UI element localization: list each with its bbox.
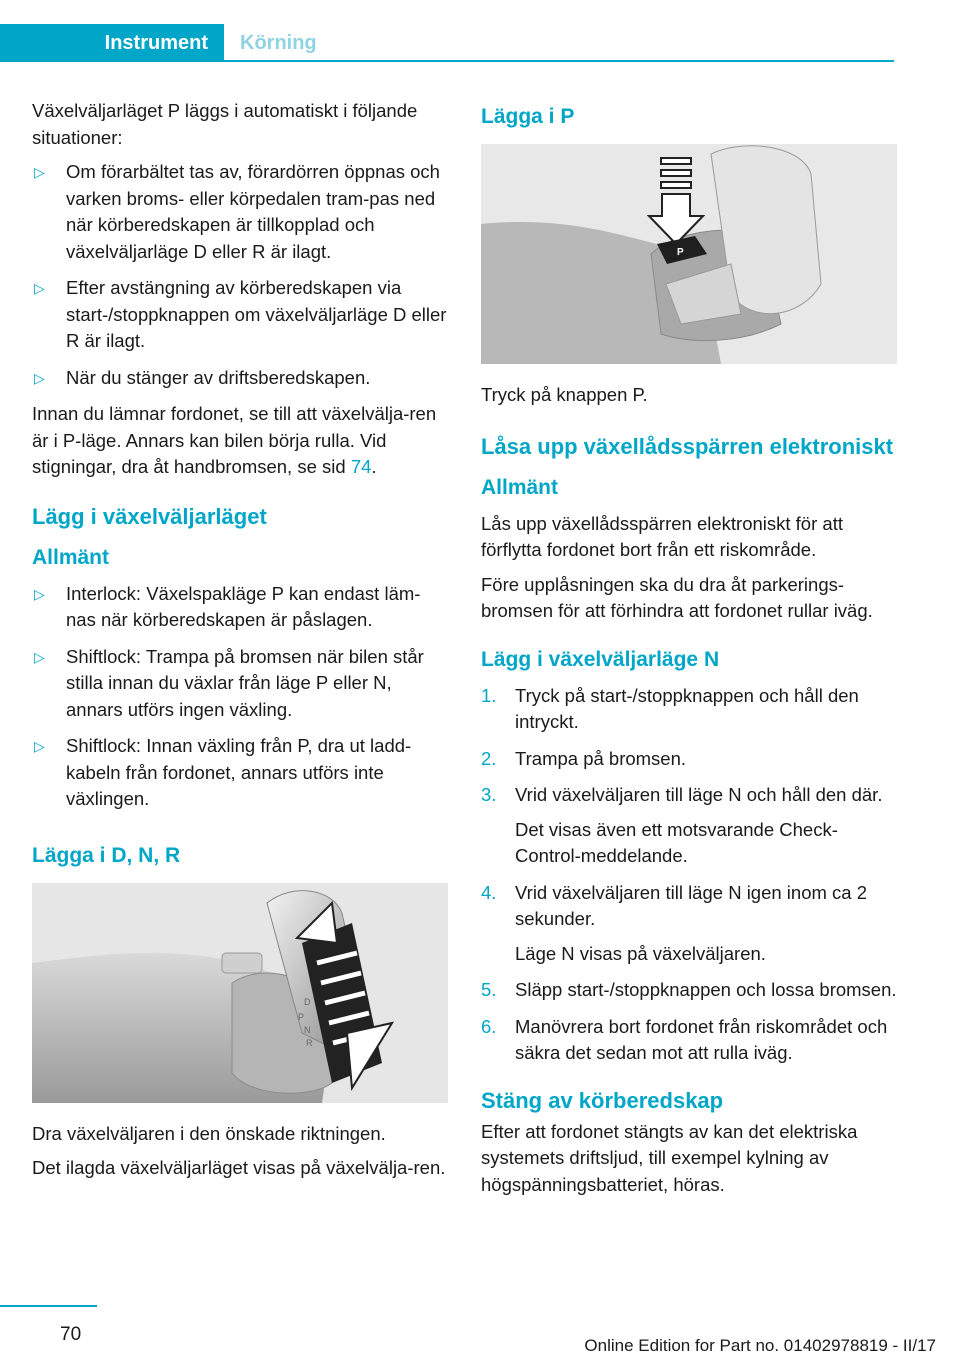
list-item: 6. Manövrera bort fordonet från riskområdet och säkra det sedan mot att rulla iväg. (481, 1015, 888, 1063)
paragraph: Efter att fordonet stängts av kan det elektriska systemets driftsljud, till exempel kylning av högspänningsbatteriet, höras. (481, 1120, 858, 1195)
gear-label-d: D (304, 996, 311, 1007)
paragraph: Före upplåsningen ska du dra åt parkerings-bromsen för att förhindra att fordonet rullar iväg. (481, 573, 873, 621)
p-button-label: P (677, 247, 684, 258)
list-item: ▷ Interlock: Växelspakläge P kan endast läm-nas när körberedskapen är påslagen. (34, 582, 421, 630)
subsection-heading: Allmänt (32, 545, 110, 569)
list-item: ▷ Efter avstängning av körberedskapen via start-/stoppknappen om växelväljarläge D eller R är ilagt. (34, 277, 447, 351)
warning-paragraph: Innan du lämnar fordonet, se till att växelvälja-ren är i P-läge. Annars kan bilen börja rulla. Vid stigningar, dra åt handbromsen, se sid 74. (32, 403, 437, 477)
section-heading: Låsa upp växellådsspärren elektroniskt (481, 433, 894, 459)
list-item: 3. Vrid växelväljaren till läge N och håll den där. Det visas även ett motsvarande Check-Control-meddelande. (481, 784, 883, 866)
header-divider (224, 60, 894, 62)
right-column (481, 98, 897, 1206)
list-item: ▷ Om förarbältet tas av, förardörren öppnas och varken broms- eller körpedalen tram-pas ned när körberedskapen är tillkopplad och växelväljarläge D eller R är ilagt. (34, 161, 440, 262)
intro-paragraph: Växelväljarläget P läggs i automatiskt i följande situationer: (32, 100, 418, 148)
subsection-heading: Lägga i D, N, R (32, 843, 181, 867)
page-number: 70 (60, 1324, 82, 1345)
figure-caption: Det ilagda växelväljarläget visas på växelvälja-ren. (32, 1157, 446, 1178)
gear-label-n: N (304, 1024, 311, 1035)
tab-korning[interactable]: Körning (240, 31, 317, 54)
figure-caption: Tryck på knappen P. (481, 384, 648, 405)
left-column (32, 98, 448, 1190)
triangle-bullet-icon: ▷ (34, 280, 45, 296)
figure-caption: Dra växelväljaren i den önskade riktningen. (32, 1122, 386, 1144)
triangle-bullet-icon: ▷ (34, 648, 45, 665)
section-heading: Lägg i växelväljarläget (32, 503, 267, 529)
tab-instrument[interactable]: Instrument (0, 24, 224, 62)
page-link[interactable]: 74 (350, 456, 372, 477)
gear-label-r: R (306, 1037, 313, 1048)
gear-label-p: P (298, 1011, 305, 1022)
list-item: ▷ Shiftlock: Trampa på bromsen när bilen står stilla innan du växlar från läge P eller N, annars utförs ingen växling. (34, 645, 424, 720)
list-item: ▷ Shiftlock: Innan växling från P, dra ut ladd-kabeln från fordonet, annars utförs inte växlingen. (34, 735, 412, 809)
subsection-heading: Lägg i växelväljarläge N (481, 647, 720, 671)
triangle-bullet-icon: ▷ (34, 369, 45, 386)
list-item: ▷ När du stänger av driftsberedskapen. (32, 365, 448, 392)
list-item: 1. Tryck på start-/stoppknappen och håll den intryckt. (481, 684, 859, 732)
list-item: 2. Trampa på bromsen. (481, 747, 687, 769)
gear-selector-figure (32, 883, 448, 1103)
triangle-bullet-icon: ▷ (34, 585, 45, 602)
subsection-heading: Allmänt (481, 475, 559, 499)
subsection-heading: Lägga i P (481, 105, 575, 128)
list-item: 5. Släpp start-/stoppknappen och lossa bromsen. (481, 979, 897, 1000)
footer-divider (0, 1305, 97, 1307)
triangle-bullet-icon: ▷ (34, 164, 45, 180)
section-heading: Stäng av körberedskap (481, 1087, 724, 1113)
list-item: 4. Vrid växelväljaren till läge N igen inom ca 2 sekunder. Läge N visas på växelväljaren. (481, 881, 868, 964)
paragraph: Lås upp växellådsspärren elektroniskt för att förflytta fordonet bort från ett riskområde. (481, 512, 843, 560)
edition-text: Online Edition for Part no. 01402978819 - II/17 (584, 1336, 936, 1355)
park-button-figure (481, 144, 897, 364)
triangle-bullet-icon: ▷ (34, 738, 45, 754)
